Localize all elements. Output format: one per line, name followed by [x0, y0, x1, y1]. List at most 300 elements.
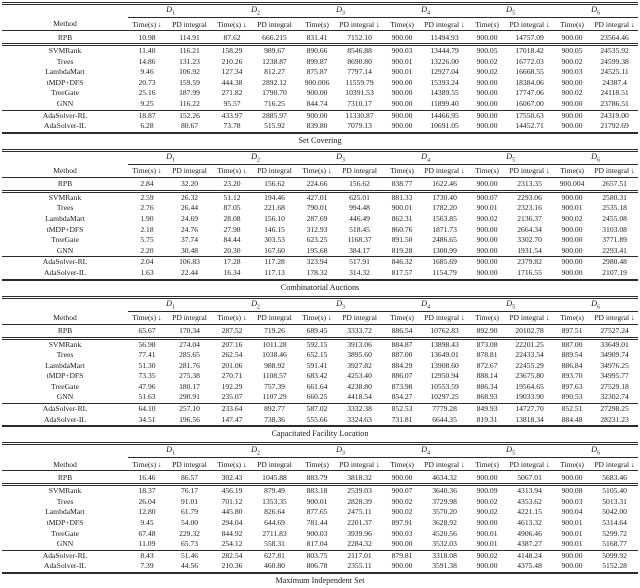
- time-value-cell: 900.00: [383, 539, 421, 550]
- time-value-cell: 592.15: [306, 339, 328, 349]
- pd-integral-value-cell: 34976.25: [600, 360, 629, 370]
- pd-integral-value-cell: 1108.57: [262, 371, 287, 381]
- time-value-cell: 900.00: [391, 88, 413, 98]
- time-value-cell: 900.00: [468, 177, 506, 191]
- time-column-header-d2: Time(s) ↓: [213, 164, 251, 177]
- time-value-cell: 881.33: [391, 192, 413, 202]
- pd-integral-value-cell: 2828.39: [347, 496, 372, 506]
- pd-integral-value-cell: 187.99: [179, 88, 200, 98]
- time-value-cell: 660.25: [298, 392, 336, 403]
- pd-integral-value-cell: 33649.01: [600, 339, 629, 349]
- time-value-cell: 65.67: [128, 324, 166, 338]
- table-row-treegate: [2, 235, 638, 246]
- pd-integral-value-cell: 17747.06: [515, 88, 544, 98]
- time-value-cell: 887.00: [561, 339, 583, 349]
- pd-integral-value-cell: 826.64: [264, 507, 285, 517]
- time-value-cell: 23.20: [213, 177, 251, 191]
- results-table-capacitated-facility-location: [2, 296, 638, 428]
- time-value-cell: 900.09: [476, 486, 498, 496]
- time-value-cell: 900.07: [476, 192, 498, 202]
- time-value-cell: 900.00: [391, 561, 413, 571]
- time-value-cell: 877.65: [306, 507, 328, 517]
- time-value-cell: 852.51: [561, 404, 583, 414]
- pd-integral-value-cell: 1300.99: [421, 246, 468, 257]
- time-value-cell: 224.66: [298, 177, 336, 191]
- time-value-cell: 900.006: [304, 77, 330, 87]
- pd-integral-value-cell: 27298.25: [600, 404, 629, 414]
- time-value-cell: 900.02: [476, 56, 498, 66]
- method-cell: LambdaMart: [45, 213, 85, 223]
- pd-integral-value-cell: 10553.59: [430, 381, 459, 391]
- pd-integral-value-cell: 44.56: [180, 561, 199, 571]
- method-cell: AdaSolver-RL: [42, 257, 88, 267]
- time-value-cell: 897.63: [561, 381, 583, 391]
- pd-integral-value-cell: 26.44: [180, 203, 199, 213]
- table-section-capacitated-facility-location: [0, 296, 640, 440]
- time-value-cell: 17.28: [223, 257, 241, 267]
- pd-integral-value-cell: 30.48: [166, 246, 213, 257]
- time-value-cell: 900.05: [476, 46, 498, 55]
- time-value-cell: 207.16: [221, 339, 243, 349]
- method-column-header: Method: [2, 458, 128, 471]
- pd-integral-value-cell: 13649.01: [430, 350, 459, 360]
- pd-integral-value-cell: 16067.00: [506, 99, 553, 110]
- pd-integral-value-cell: 757.39: [264, 381, 285, 391]
- time-value-cell: 900.00: [476, 235, 498, 245]
- time-value-cell: 891.50: [391, 235, 413, 245]
- time-value-cell: 900.00: [391, 110, 413, 120]
- time-value-cell: 900.00: [561, 110, 583, 120]
- method-cell: RPB: [2, 31, 128, 45]
- pd-integral-value-cell: 314.32: [349, 267, 370, 277]
- time-value-cell: 210.36: [221, 561, 243, 571]
- time-value-cell: 6.28: [140, 121, 154, 131]
- pd-integral-value-cell: 11494.93: [421, 31, 468, 45]
- table-row-svmrank: [2, 338, 638, 350]
- dataset-group-header-d5: $D_5$: [468, 297, 553, 311]
- pd-integral-value-cell: 19033.90: [506, 392, 553, 403]
- pd-integral-value-cell: 1011.28: [262, 339, 287, 349]
- time-value-cell: 27.98: [223, 224, 241, 234]
- time-value-cell: 803.75: [306, 550, 328, 560]
- pd-integral-value-cell: 16668.55: [515, 67, 544, 77]
- time-value-cell: 860.76: [391, 224, 413, 234]
- method-cell: SVMRank: [48, 46, 82, 55]
- time-value-cell: 873.08: [476, 339, 498, 349]
- pd-integral-value-cell: 5105.40: [602, 486, 627, 496]
- table-row-adasolver-il: [2, 121, 638, 133]
- time-value-cell: 900.00: [476, 561, 498, 571]
- pd-integral-value-cell: 1353.35: [262, 496, 287, 506]
- pd-integral-value-cell: 2664.34: [517, 224, 542, 234]
- table-row-treegate: [2, 88, 638, 99]
- table-section-set-covering: [0, 2, 640, 146]
- time-value-cell: 56.98: [138, 339, 156, 349]
- pd-integral-value-cell: 879.49: [264, 486, 285, 496]
- time-column-header-d5: Time(s): [468, 164, 506, 177]
- time-value-cell: 883.79: [298, 471, 336, 485]
- pd-integral-value-cell: 32302.74: [591, 392, 638, 403]
- pd-integral-value-cell: 2323.16: [517, 203, 542, 213]
- time-value-cell: 790.01: [306, 203, 328, 213]
- time-value-cell: 73.35: [138, 371, 156, 381]
- time-value-cell: 900.00: [468, 471, 506, 485]
- time-value-cell: 900.01: [561, 528, 583, 538]
- time-value-cell: 900.00: [476, 518, 498, 528]
- time-value-cell: 900.07: [391, 486, 413, 496]
- pd-integral-value-cell: 61.79: [180, 507, 199, 517]
- pd-integral-value-cell: 4221.15: [517, 507, 542, 517]
- time-value-cell: 900.03: [391, 528, 413, 538]
- time-value-cell: 838.77: [383, 177, 421, 191]
- time-value-cell: 210.26: [221, 56, 243, 66]
- dataset-group-header-d2: $D_2$: [213, 297, 298, 311]
- pd-integral-value-cell: 738.36: [264, 414, 285, 424]
- pd-integral-value-cell: 1045.88: [251, 471, 298, 485]
- time-column-header-d4: Time(s): [383, 311, 421, 324]
- time-value-cell: 806.78: [306, 561, 328, 571]
- time-column-header-d1: Time(s) ↓: [128, 164, 166, 177]
- pd-integral-value-cell: 11559.79: [345, 77, 374, 87]
- time-column-header-d6: Time(s): [553, 18, 591, 31]
- pd-integral-value-cell: 2293.06: [517, 192, 542, 202]
- pd-integral-value-cell: 2455.08: [602, 213, 627, 223]
- time-value-cell: 875.87: [306, 67, 328, 77]
- time-value-cell: 9.46: [140, 67, 154, 77]
- method-cell: TreeGate: [51, 88, 79, 98]
- table-row-lambdamart: [2, 507, 638, 518]
- dataset-group-header-d3: $D_3$: [298, 297, 383, 311]
- time-column-header-d3: Time(s): [298, 18, 336, 31]
- time-value-cell: 900.00: [476, 257, 498, 267]
- time-column-header-d6: Time(s): [553, 164, 591, 177]
- pd-integral-column-header-d1: PD integral: [166, 18, 213, 31]
- time-value-cell: 16.34: [223, 267, 241, 277]
- time-value-cell: 900.03: [561, 67, 583, 77]
- pd-integral-value-cell: 3913.06: [347, 339, 372, 349]
- time-value-cell: 900.02: [476, 67, 498, 77]
- pd-integral-value-cell: 2107.19: [602, 267, 627, 277]
- pd-integral-value-cell: 989.67: [264, 46, 285, 55]
- pd-integral-value-cell: 24.69: [180, 213, 199, 223]
- pd-integral-value-cell: 4353.62: [517, 496, 542, 506]
- time-value-cell: 1.90: [140, 213, 154, 223]
- time-value-cell: 201.06: [221, 360, 243, 370]
- pd-integral-value-cell: 3302.70: [517, 235, 542, 245]
- pd-integral-value-cell: 10691.05: [430, 121, 459, 131]
- pd-integral-value-cell: 27529.18: [600, 381, 629, 391]
- pd-integral-value-cell: 2475.11: [347, 507, 372, 517]
- time-value-cell: 892.90: [468, 324, 506, 338]
- time-value-cell: 886.84: [561, 360, 583, 370]
- pd-integral-value-cell: 17550.63: [515, 110, 544, 120]
- pd-integral-value-cell: 91.01: [180, 496, 199, 506]
- time-value-cell: 900.01: [391, 67, 413, 77]
- dataset-group-header-d2: $D_2$: [213, 4, 298, 18]
- table-row-adasolver-il: [2, 268, 638, 280]
- method-cell: LambdaMart: [45, 507, 85, 517]
- method-cell: AdaSolver-IL: [43, 121, 87, 131]
- pd-integral-value-cell: 3318.08: [432, 550, 457, 560]
- pd-integral-value-cell: 7797.14: [347, 67, 372, 77]
- pd-integral-column-header-d2: PD integral: [251, 311, 298, 324]
- method-cell: GNN: [2, 392, 128, 403]
- time-value-cell: 900.04: [561, 507, 583, 517]
- time-value-cell: 2.76: [140, 203, 154, 213]
- pd-integral-value-cell: 1685.69: [432, 257, 457, 267]
- pd-integral-value-cell: 644.69: [264, 518, 285, 528]
- time-value-cell: 900.01: [561, 203, 583, 213]
- table-row-gnn: [2, 539, 638, 550]
- pd-integral-value-cell: 7079.13: [347, 121, 372, 131]
- method-cell: AdaSolver-RL: [42, 550, 88, 560]
- pd-integral-value-cell: 716.25: [251, 99, 298, 110]
- time-value-cell: 73.78: [223, 121, 241, 131]
- table-row-rpb: [2, 471, 638, 485]
- pd-integral-value-cell: 1238.87: [262, 56, 287, 66]
- time-value-cell: 900.01: [306, 496, 328, 506]
- time-value-cell: 862.31: [391, 213, 413, 223]
- pd-integral-value-cell: 3628.92: [432, 518, 457, 528]
- time-value-cell: 900.00: [306, 110, 328, 120]
- time-value-cell: 900.00: [476, 110, 498, 120]
- pd-integral-value-cell: 23786.51: [591, 99, 638, 110]
- pd-integral-value-cell: 11899.40: [421, 99, 468, 110]
- method-cell: LambdaMart: [45, 67, 85, 77]
- pd-integral-value-cell: 7310.17: [336, 99, 383, 110]
- time-column-header-d4: Time(s): [383, 458, 421, 471]
- time-column-header-d4: Time(s): [383, 18, 421, 31]
- pd-integral-column-header-d5: PD integral ↓: [506, 18, 553, 31]
- pd-integral-value-cell: 275.38: [179, 371, 200, 381]
- pd-integral-value-cell: 18384.06: [515, 77, 544, 87]
- time-column-header-d6: Time(s): [553, 458, 591, 471]
- table-row-adasolver-rl: [2, 257, 638, 268]
- dataset-group-header-d5: $D_5$: [468, 150, 553, 164]
- time-value-cell: 817.57: [391, 267, 413, 277]
- pd-integral-value-cell: 2293.41: [591, 246, 638, 257]
- dataset-group-header-d3: $D_3$: [298, 4, 383, 18]
- pd-integral-value-cell: 7152.10: [336, 31, 383, 45]
- time-value-cell: 897.51: [553, 324, 591, 338]
- time-value-cell: 900.00: [561, 267, 583, 277]
- time-value-cell: 323.94: [306, 257, 328, 267]
- method-column-spacer: [2, 150, 128, 164]
- pd-integral-value-cell: 2284.32: [336, 539, 383, 550]
- time-column-header-d1: Time(s) ↓: [128, 18, 166, 31]
- pd-integral-value-cell: 4148.24: [517, 550, 542, 560]
- pd-integral-value-cell: 23564.46: [591, 31, 638, 45]
- time-value-cell: 819.31: [476, 414, 498, 424]
- time-value-cell: 12.80: [138, 507, 156, 517]
- pd-integral-value-cell: 3729.98: [432, 496, 457, 506]
- method-cell: AdaSolver-IL: [43, 414, 87, 424]
- time-value-cell: 147.47: [221, 414, 243, 424]
- pd-integral-value-cell: 1622.46: [421, 177, 468, 191]
- time-value-cell: 87.62: [213, 31, 251, 45]
- pd-integral-value-cell: 1716.55: [517, 267, 542, 277]
- time-value-cell: 900.00: [561, 257, 583, 267]
- pd-integral-value-cell: 8546.88: [347, 46, 372, 55]
- time-value-cell: 192.29: [221, 381, 243, 391]
- time-value-cell: 893.70: [561, 371, 583, 381]
- table-row-lambdamart: [2, 361, 638, 372]
- pd-integral-value-cell: 4253.40: [347, 371, 372, 381]
- method-column-spacer: [2, 297, 128, 311]
- time-column-header-d2: Time(s) ↓: [213, 18, 251, 31]
- pd-integral-value-cell: 11330.87: [345, 110, 374, 120]
- time-value-cell: 591.41: [306, 360, 328, 370]
- dataset-group-header-d2: $D_2$: [213, 150, 298, 164]
- pd-integral-value-cell: 2539.03: [347, 486, 372, 496]
- pd-integral-value-cell: 2486.65: [432, 235, 457, 245]
- pd-integral-value-cell: 37.74: [180, 235, 199, 245]
- time-value-cell: 67.48: [138, 528, 156, 538]
- pd-integral-value-cell: 517.91: [349, 257, 370, 267]
- time-value-cell: 1.63: [140, 267, 154, 277]
- time-value-cell: 868.93: [468, 392, 506, 403]
- time-value-cell: 731.81: [391, 414, 413, 424]
- time-value-cell: 900.00: [468, 99, 506, 110]
- time-value-cell: 900.00: [306, 88, 328, 98]
- pd-integral-value-cell: 156.62: [336, 177, 383, 191]
- time-value-cell: 872.67: [476, 360, 498, 370]
- time-value-cell: 900.03: [306, 528, 328, 538]
- pd-integral-value-cell: 3939.96: [347, 528, 372, 538]
- table-row-adasolver-il: [2, 415, 638, 427]
- pd-integral-column-header-d2: PD integral: [251, 458, 298, 471]
- pd-integral-value-cell: 2980.48: [602, 257, 627, 267]
- time-value-cell: 900.03: [561, 496, 583, 506]
- time-value-cell: 2.59: [140, 192, 154, 202]
- time-column-header-d5: Time(s): [468, 18, 506, 31]
- table-row-trees: [2, 350, 638, 361]
- time-value-cell: 294.04: [221, 518, 243, 528]
- time-value-cell: 64.10: [138, 404, 156, 414]
- pd-integral-column-header-d1: PD integral: [166, 164, 213, 177]
- table-caption: Combinatorial Auctions: [280, 282, 360, 292]
- time-value-cell: 28.08: [223, 213, 241, 223]
- method-cell: Trees: [56, 56, 74, 66]
- time-value-cell: 20.30: [213, 246, 251, 257]
- time-value-cell: 900.02: [476, 507, 498, 517]
- pd-integral-value-cell: 281.76: [179, 360, 200, 370]
- method-cell: AdaSolver-IL: [43, 561, 87, 571]
- pd-integral-value-cell: 558.31: [251, 539, 298, 550]
- method-cell: TreeGate: [51, 381, 79, 391]
- method-cell: RPB: [2, 177, 128, 191]
- time-value-cell: 433.97: [221, 110, 243, 120]
- time-value-cell: 34.51: [138, 414, 156, 424]
- time-value-cell: 18.37: [138, 486, 156, 496]
- pd-integral-column-header-d3: PD integral ↓: [336, 18, 383, 31]
- time-value-cell: 661.64: [306, 381, 328, 391]
- pd-integral-value-cell: 2657.51: [591, 177, 638, 191]
- time-value-cell: 16.46: [128, 471, 166, 485]
- time-value-cell: 195.68: [298, 246, 336, 257]
- pd-integral-value-cell: 76.17: [180, 486, 199, 496]
- time-value-cell: 445.80: [221, 507, 243, 517]
- time-value-cell: 890.53: [553, 392, 591, 403]
- method-column-spacer: [2, 444, 128, 458]
- time-value-cell: 47.96: [138, 381, 156, 391]
- pd-integral-value-cell: 4418.54: [336, 392, 383, 403]
- method-cell: TreeGate: [51, 528, 79, 538]
- time-value-cell: 683.42: [306, 371, 328, 381]
- pd-integral-value-cell: 460.80: [264, 561, 285, 571]
- time-value-cell: 900.02: [391, 496, 413, 506]
- pd-integral-value-cell: 34995.77: [600, 371, 629, 381]
- pd-integral-value-cell: 3570.20: [432, 507, 457, 517]
- dataset-group-header-d1: $D_1$: [128, 297, 213, 311]
- time-value-cell: 900.00: [391, 77, 413, 87]
- pd-integral-value-cell: 13444.79: [430, 46, 459, 55]
- pd-integral-value-cell: 10391.53: [345, 88, 374, 98]
- results-table-set-covering: [2, 2, 638, 134]
- pd-integral-value-cell: 24.76: [180, 224, 199, 234]
- pd-integral-value-cell: 719.26: [251, 324, 298, 338]
- pd-integral-value-cell: 19564.65: [515, 381, 544, 391]
- pd-integral-value-cell: 1871.73: [432, 224, 457, 234]
- dataset-group-header-d4: $D_4$: [383, 150, 468, 164]
- pd-integral-value-cell: 515.92: [264, 121, 285, 131]
- dataset-group-header-d6: $D_6$: [553, 150, 638, 164]
- pd-integral-value-cell: 167.60: [251, 246, 298, 257]
- table-section-maximum-independent-set: [0, 442, 640, 586]
- pd-integral-value-cell: 116.21: [179, 46, 200, 55]
- pd-integral-value-cell: 22.44: [180, 267, 199, 277]
- pd-integral-value-cell: 15393.24: [430, 77, 459, 87]
- time-value-cell: 11.40: [138, 46, 156, 55]
- pd-integral-value-cell: 51.46: [180, 550, 199, 560]
- pd-integral-value-cell: 2313.35: [506, 177, 553, 191]
- time-value-cell: 844.74: [298, 99, 336, 110]
- time-column-header-d3: Time(s): [298, 458, 336, 471]
- time-value-cell: 158.29: [221, 46, 243, 55]
- time-value-cell: 900.01: [468, 539, 506, 550]
- pd-integral-value-cell: 2117.01: [347, 550, 372, 560]
- pd-integral-value-cell: 54.00: [180, 518, 199, 528]
- pd-integral-value-cell: 194.46: [264, 192, 285, 202]
- pd-integral-value-cell: 196.56: [179, 414, 200, 424]
- method-cell: tMDP+DFS: [46, 371, 84, 381]
- time-value-cell: 18.87: [138, 110, 156, 120]
- time-value-cell: 817.04: [298, 539, 336, 550]
- pd-integral-column-header-d3: PD integral: [336, 311, 383, 324]
- pd-integral-value-cell: 106.83: [179, 257, 200, 267]
- time-value-cell: 900.02: [561, 213, 583, 223]
- pd-integral-value-cell: 994.48: [349, 203, 370, 213]
- pd-integral-value-cell: 625.01: [349, 192, 370, 202]
- pd-integral-value-cell: 518.45: [349, 224, 370, 234]
- table-caption: Set Covering: [298, 135, 342, 145]
- pd-integral-value-cell: 17018.42: [515, 46, 544, 55]
- pd-integral-value-cell: 16772.03: [515, 56, 544, 66]
- pd-integral-value-cell: 4634.32: [421, 471, 468, 485]
- dataset-group-header-d3: $D_3$: [298, 444, 383, 458]
- time-value-cell: 302.43: [213, 471, 251, 485]
- time-value-cell: 2.84: [128, 177, 166, 191]
- pd-integral-value-cell: 80.67: [180, 121, 199, 131]
- time-value-cell: 233.64: [221, 404, 243, 414]
- time-value-cell: 900.00: [561, 121, 583, 131]
- method-cell: Trees: [56, 350, 74, 360]
- time-value-cell: 444.38: [221, 77, 243, 87]
- pd-integral-value-cell: 14452.71: [515, 121, 544, 131]
- time-value-cell: 884.48: [561, 414, 583, 424]
- pd-integral-column-header-d5: PD integral ↓: [506, 311, 553, 324]
- time-value-cell: 26.04: [138, 496, 156, 506]
